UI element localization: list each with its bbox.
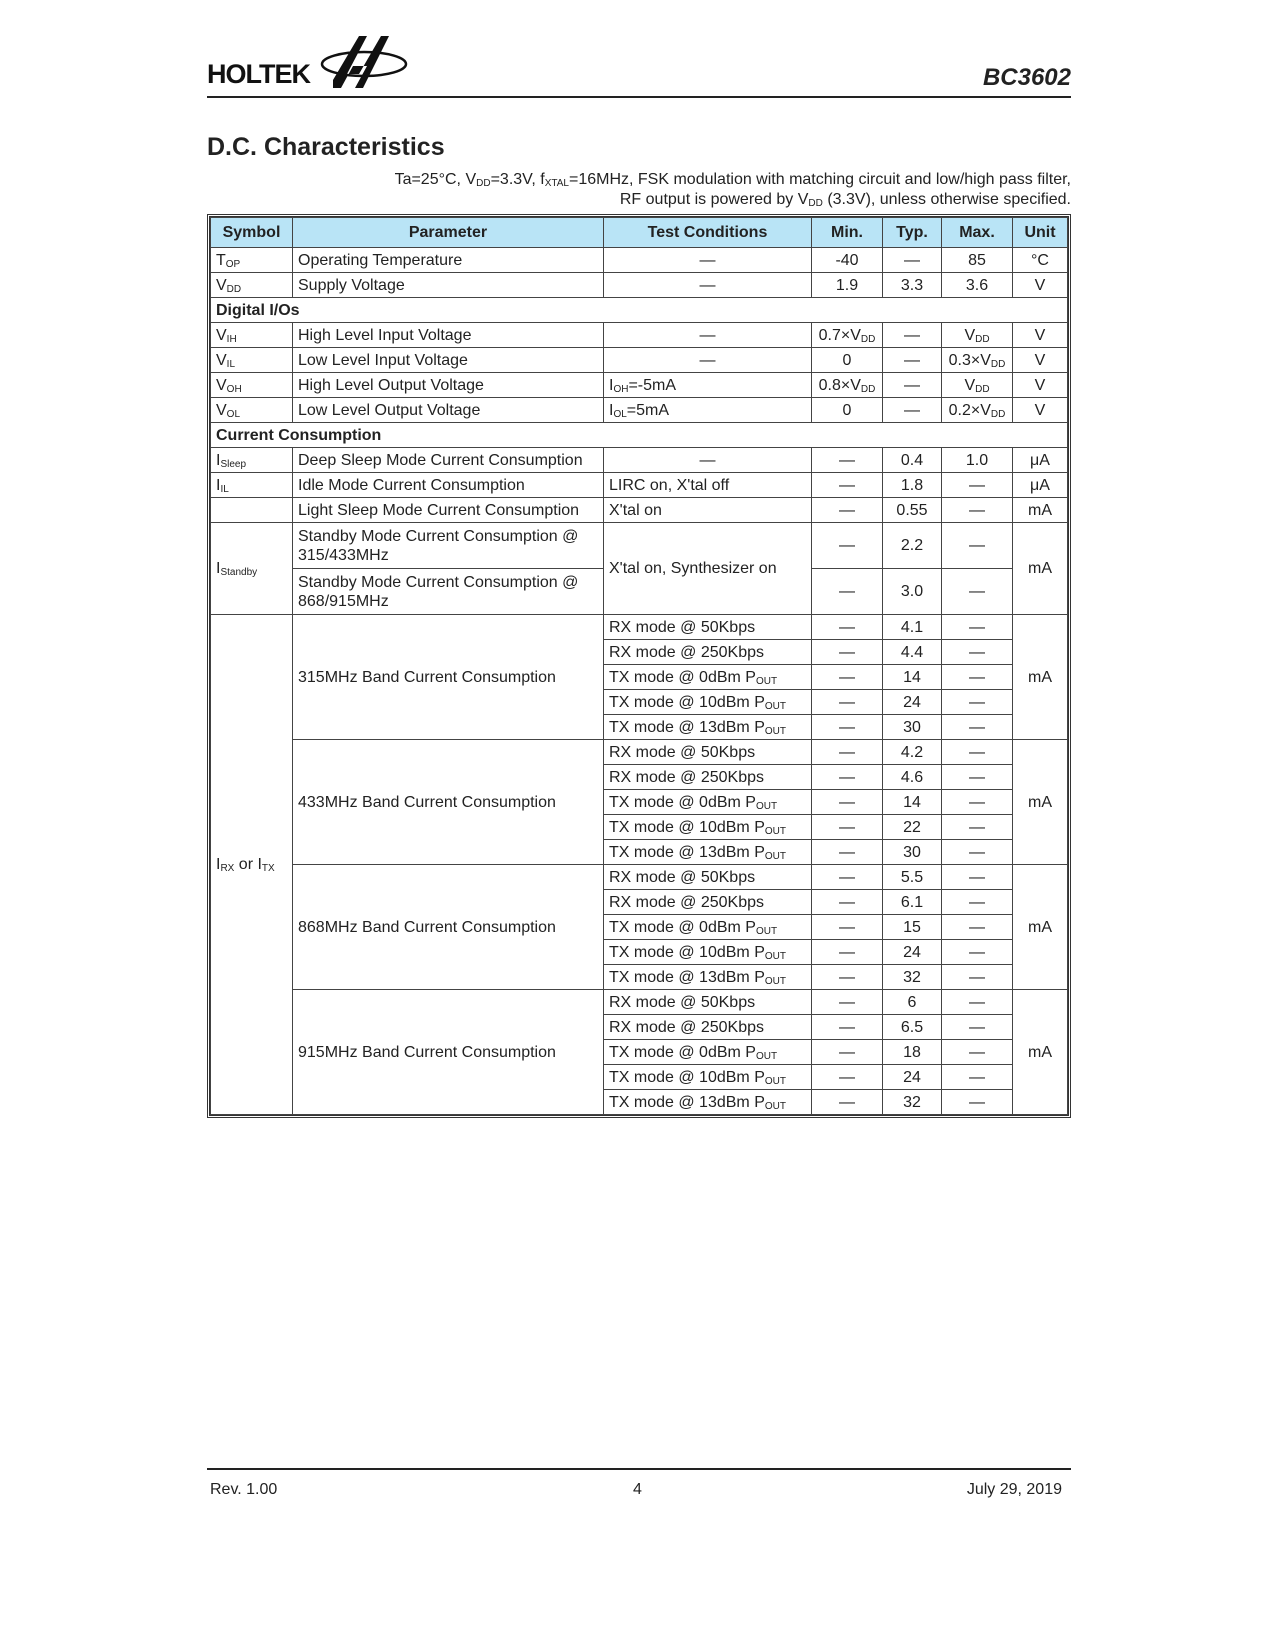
unit-cell: °C	[1013, 248, 1068, 273]
typ-cell: 22	[883, 815, 942, 840]
min-cell: —	[812, 1090, 883, 1115]
condition-cell: —	[604, 348, 812, 373]
parameter-cell: Standby Mode Current Consumption @ 868/915MHz	[293, 569, 604, 615]
footer-divider	[207, 1468, 1071, 1470]
condition-cell: TX mode @ 0dBm $P_{OUT}$	[604, 1040, 812, 1065]
typ-cell: 15	[883, 915, 942, 940]
max-cell: —	[942, 615, 1013, 640]
typ-cell: —	[883, 373, 942, 398]
max-cell: —	[942, 1090, 1013, 1115]
header-unit: Unit	[1013, 218, 1068, 248]
table-row	[211, 865, 1068, 890]
max-cell: —	[942, 1040, 1013, 1065]
unit-cell: V	[1013, 373, 1068, 398]
min-cell: —	[812, 990, 883, 1015]
unit-cell: mA	[1013, 498, 1068, 523]
header-min: Min.	[812, 218, 883, 248]
min-cell: —	[812, 523, 883, 569]
condition-cell: TX mode @ 13dBm $P_{OUT}$	[604, 840, 812, 865]
band-parameter-cell: 315MHz Band Current Consumption	[293, 615, 604, 740]
symbol-cell: $I_{Sleep}$	[211, 448, 293, 473]
typ-cell: 6	[883, 990, 942, 1015]
unit-cell: mA	[1013, 523, 1068, 615]
condition-cell: RX mode @ 50Kbps	[604, 990, 812, 1015]
max-cell: $V_{DD}$	[942, 323, 1013, 348]
typ-cell: 2.2	[883, 523, 942, 569]
table-row	[211, 473, 1068, 498]
typ-cell: 3.0	[883, 569, 942, 615]
max-cell: —	[942, 740, 1013, 765]
max-cell: $0.3\times V_{DD}$	[942, 348, 1013, 373]
typ-cell: 0.55	[883, 498, 942, 523]
table-row	[211, 398, 1068, 423]
symbol-cell: $I_{IL}$	[211, 473, 293, 498]
typ-cell: 0.4	[883, 448, 942, 473]
typ-cell: 24	[883, 940, 942, 965]
part-number: BC3602	[982, 64, 1071, 91]
dc-characteristics-table	[207, 214, 1071, 1118]
table-row	[211, 373, 1068, 398]
typ-cell: 24	[883, 1065, 942, 1090]
min-cell: —	[812, 715, 883, 740]
symbol-cell: $V_{OL}$	[211, 398, 293, 423]
min-cell: —	[812, 690, 883, 715]
min-cell: -40	[812, 248, 883, 273]
table-row	[211, 348, 1068, 373]
max-cell: —	[942, 473, 1013, 498]
min-cell: —	[812, 815, 883, 840]
typ-cell: 18	[883, 1040, 942, 1065]
max-cell: —	[942, 815, 1013, 840]
condition-cell: —	[604, 273, 812, 298]
unit-cell: mA	[1013, 740, 1068, 865]
table-header-row	[211, 218, 1068, 248]
max-cell: —	[942, 865, 1013, 890]
section-row	[211, 423, 1068, 448]
max-cell: —	[942, 765, 1013, 790]
condition-cell: TX mode @ 10dBm $P_{OUT}$	[604, 940, 812, 965]
min-cell: 0	[812, 348, 883, 373]
table-row	[211, 990, 1068, 1015]
condition-cell: —	[604, 323, 812, 348]
symbol-cell: $V_{OH}$	[211, 373, 293, 398]
symbol-cell: $I_{Standby}$	[211, 523, 293, 615]
parameter-cell: High Level Input Voltage	[293, 323, 604, 348]
parameter-cell: Low Level Input Voltage	[293, 348, 604, 373]
conditions-line-1: Ta=25°C, $V_{DD}=3.3V$, $f_{XTAL}=16MHz$, FSK modulation with matching circuit and low/high pass filter,	[394, 171, 1071, 189]
min-cell: —	[812, 840, 883, 865]
typ-cell: 5.5	[883, 865, 942, 890]
condition-cell: RX mode @ 50Kbps	[604, 865, 812, 890]
footer-revision: Rev. 1.00	[210, 1481, 278, 1498]
condition-cell: TX mode @ 10dBm $P_{OUT}$	[604, 815, 812, 840]
max-cell: —	[942, 640, 1013, 665]
unit-cell: μA	[1013, 448, 1068, 473]
logo-text: HOLTEK	[207, 59, 310, 89]
max-cell: —	[942, 840, 1013, 865]
max-cell: 3.6	[942, 273, 1013, 298]
max-cell: —	[942, 690, 1013, 715]
typ-cell: 30	[883, 715, 942, 740]
min-cell: —	[812, 865, 883, 890]
condition-cell: RX mode @ 250Kbps	[604, 890, 812, 915]
min-cell: —	[812, 890, 883, 915]
max-cell: —	[942, 1065, 1013, 1090]
table-row	[211, 273, 1068, 298]
band-parameter-cell: 433MHz Band Current Consumption	[293, 740, 604, 865]
header-test-conditions: Test Conditions	[604, 218, 812, 248]
min-cell: —	[812, 448, 883, 473]
typ-cell: 32	[883, 1090, 942, 1115]
conditions-line-2: RF output is powered by $V_{DD}$ (3.3V), unless otherwise specified.	[619, 191, 1071, 209]
max-cell: —	[942, 498, 1013, 523]
min-cell: —	[812, 740, 883, 765]
max-cell: —	[942, 715, 1013, 740]
test-conditions-note	[311, 170, 1071, 210]
condition-cell: X'tal on, Synthesizer on	[604, 523, 812, 615]
min-cell: —	[812, 1015, 883, 1040]
header-typ: Typ.	[883, 218, 942, 248]
typ-cell: 24	[883, 690, 942, 715]
footer-page-number: 4	[633, 1481, 642, 1498]
typ-cell: 3.3	[883, 273, 942, 298]
max-cell: —	[942, 1015, 1013, 1040]
unit-cell: V	[1013, 323, 1068, 348]
condition-cell: TX mode @ 0dBm $P_{OUT}$	[604, 790, 812, 815]
condition-cell: RX mode @ 250Kbps	[604, 640, 812, 665]
logo-wing-icon	[319, 30, 409, 94]
condition-cell: TX mode @ 13dBm $P_{OUT}$	[604, 1090, 812, 1115]
parameter-cell: Light Sleep Mode Current Consumption	[293, 498, 604, 523]
min-cell: —	[812, 665, 883, 690]
min-cell: 1.9	[812, 273, 883, 298]
min-cell: —	[812, 640, 883, 665]
rx-tx-current-rows	[211, 615, 1068, 1115]
parameter-cell: Deep Sleep Mode Current Consumption	[293, 448, 604, 473]
typ-cell: 4.2	[883, 740, 942, 765]
min-cell: —	[812, 1040, 883, 1065]
table-row	[211, 615, 1068, 640]
condition-cell: TX mode @ 0dBm $P_{OUT}$	[604, 915, 812, 940]
min-cell: $0.8\times V_{DD}$	[812, 373, 883, 398]
header-symbol: Symbol	[211, 218, 293, 248]
parameter-cell: Idle Mode Current Consumption	[293, 473, 604, 498]
symbol-cell: $V_{IH}$	[211, 323, 293, 348]
section-digital-ios: Digital I/Os	[211, 298, 1068, 323]
max-cell: $V_{DD}$	[942, 373, 1013, 398]
typ-cell: —	[883, 398, 942, 423]
max-cell: —	[942, 940, 1013, 965]
page-header	[207, 28, 1071, 98]
table-row	[211, 498, 1068, 523]
unit-cell: μA	[1013, 473, 1068, 498]
min-cell: —	[812, 790, 883, 815]
typ-cell: 1.8	[883, 473, 942, 498]
header-max: Max.	[942, 218, 1013, 248]
table-row	[211, 323, 1068, 348]
condition-cell: RX mode @ 50Kbps	[604, 615, 812, 640]
table-row	[211, 740, 1068, 765]
min-cell: —	[812, 915, 883, 940]
symbol-cell: $T_{OP}$	[211, 248, 293, 273]
symbol-cell: $V_{IL}$	[211, 348, 293, 373]
table-row	[211, 448, 1068, 473]
condition-cell: RX mode @ 250Kbps	[604, 765, 812, 790]
max-cell: —	[942, 523, 1013, 569]
typ-cell: 32	[883, 965, 942, 990]
typ-cell: —	[883, 348, 942, 373]
unit-cell: V	[1013, 273, 1068, 298]
unit-cell: mA	[1013, 990, 1068, 1115]
typ-cell: 6.5	[883, 1015, 942, 1040]
min-cell: —	[812, 765, 883, 790]
table-row	[211, 248, 1068, 273]
typ-cell: 4.6	[883, 765, 942, 790]
max-cell: —	[942, 665, 1013, 690]
parameter-cell: Supply Voltage	[293, 273, 604, 298]
section-current-consumption: Current Consumption	[211, 423, 1068, 448]
symbol-cell: $V_{DD}$	[211, 273, 293, 298]
condition-cell: TX mode @ 10dBm $P_{OUT}$	[604, 1065, 812, 1090]
parameter-cell: Operating Temperature	[293, 248, 604, 273]
section-title: D.C. Characteristics	[207, 133, 445, 161]
typ-cell: —	[883, 323, 942, 348]
symbol-cell	[211, 498, 293, 523]
max-cell: —	[942, 990, 1013, 1015]
condition-cell: $I_{OL}=5mA$	[604, 398, 812, 423]
max-cell: —	[942, 890, 1013, 915]
holtek-logo	[207, 30, 407, 94]
typ-cell: —	[883, 248, 942, 273]
condition-cell: X'tal on	[604, 498, 812, 523]
footer-date: July 29, 2019	[966, 1481, 1062, 1498]
max-cell: —	[942, 915, 1013, 940]
condition-cell: RX mode @ 250Kbps	[604, 1015, 812, 1040]
parameter-cell: Low Level Output Voltage	[293, 398, 604, 423]
max-cell: $0.2\times V_{DD}$	[942, 398, 1013, 423]
typ-cell: 14	[883, 790, 942, 815]
condition-cell: —	[604, 248, 812, 273]
parameter-cell: High Level Output Voltage	[293, 373, 604, 398]
band-parameter-cell: 915MHz Band Current Consumption	[293, 990, 604, 1115]
min-cell: —	[812, 473, 883, 498]
min-cell: —	[812, 1065, 883, 1090]
max-cell: 85	[942, 248, 1013, 273]
band-parameter-cell: 868MHz Band Current Consumption	[293, 865, 604, 990]
condition-cell: TX mode @ 10dBm $P_{OUT}$	[604, 690, 812, 715]
max-cell: —	[942, 965, 1013, 990]
unit-cell: mA	[1013, 615, 1068, 740]
condition-cell: LIRC on, X'tal off	[604, 473, 812, 498]
condition-cell: —	[604, 448, 812, 473]
max-cell: —	[942, 569, 1013, 615]
min-cell: —	[812, 498, 883, 523]
parameter-cell: Standby Mode Current Consumption @ 315/433MHz	[293, 523, 604, 569]
typ-cell: 14	[883, 665, 942, 690]
min-cell: 0	[812, 398, 883, 423]
max-cell: —	[942, 790, 1013, 815]
min-cell: —	[812, 615, 883, 640]
min-cell: —	[812, 940, 883, 965]
symbol-cell: $I_{RX}$ or $I_{TX}$	[211, 615, 293, 1115]
condition-cell: TX mode @ 0dBm $P_{OUT}$	[604, 665, 812, 690]
typ-cell: 4.1	[883, 615, 942, 640]
header-parameter: Parameter	[293, 218, 604, 248]
section-row	[211, 298, 1068, 323]
unit-cell: V	[1013, 398, 1068, 423]
unit-cell: V	[1013, 348, 1068, 373]
condition-cell: RX mode @ 50Kbps	[604, 740, 812, 765]
max-cell: 1.0	[942, 448, 1013, 473]
min-cell: —	[812, 569, 883, 615]
condition-cell: TX mode @ 13dBm $P_{OUT}$	[604, 965, 812, 990]
condition-cell: $I_{OH}=-5mA$	[604, 373, 812, 398]
typ-cell: 4.4	[883, 640, 942, 665]
condition-cell: TX mode @ 13dBm $P_{OUT}$	[604, 715, 812, 740]
table-row	[211, 523, 1068, 569]
typ-cell: 6.1	[883, 890, 942, 915]
typ-cell: 30	[883, 840, 942, 865]
min-cell: —	[812, 965, 883, 990]
unit-cell: mA	[1013, 865, 1068, 990]
min-cell: $0.7\times V_{DD}$	[812, 323, 883, 348]
